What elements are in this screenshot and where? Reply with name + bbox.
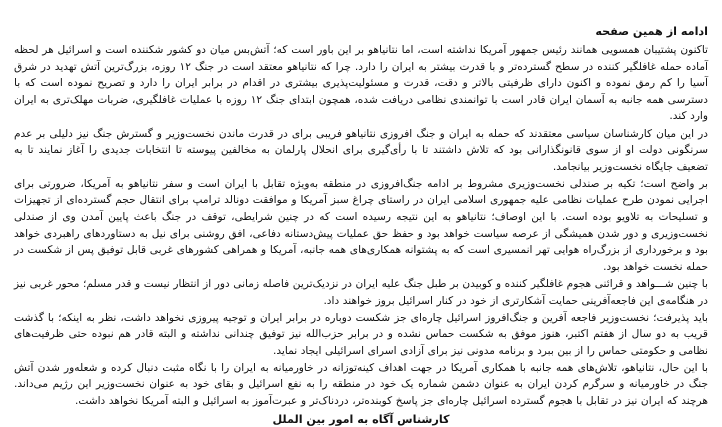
article-paragraph: با چنین شـــواهد و قرائنی هجوم غافلگیر کننده و کوبیدن بر طبل جنگ علیه ایران در نزدیک‌ترین فاصله زمانی دور از انتظار نیست و قدر مسلم؛ محور غربی نیز در هنگامه‌ی این فاجعه‌آفرینی حمایت آشکارتری از خود در کنار اسرائیل بروز خواهند داد.: [14, 277, 708, 307]
article-body: [14, 42, 708, 410]
article-paragraph: بر واضح است؛ تکیه بر صندلی نخست‌وزیری مشروط بر ادامه جنگ‌افروزی در منطقه به‌ویژه تقابل با ایران است و سفر نتانیاهو به آمریکا، ضرورتی برای اجرایی نمودن طرح عملیات نظامی علیه جمهوری اسلامی ایران در راستای چراغ سبز آمریکا و موافقت دونالد ترامپ برای انتقال حجم گسترده‌ای از تجهیزات و تسلیحات به تلاویو بوده است. با این اوصاف؛ نتانیاهو به این نتیجه رسیده است که در چنین شرایطی، توقف در جنگ باعث پایین آمدن وی از صندلی نخست‌وزیری و دور شدن همیشگی از عرصه سیاست خواهد بود و حفظ حق عملیات پیش‌دستانه دفاعی، افق روشنی برای نیل به دستاوردهای راهبردی خواهد بود و برخورداری از بزرگ‌راه هوایی تهر انمسیری است که به پشتوانه همکاری‌های همه جانبه، آمریکا و همراهی کشورهای غربی قابل توفیق پس از شکست در حمله نخست خواهد بود.: [14, 177, 708, 273]
article-paragraph: در این میان کارشناسان سیاسی معتقدند که حمله به ایران و جنگ افروزی نتانیاهو فریبی برای در قدرت ماندن نخست‌وزیر و گسترش جنگ نیز دلیلی بر عدم سرنگونی دولت او از سوی قانونگذارانی بود که تلاش داشتند تا با رأی‌گیری برای انحلال پارلمان به مخالفین پیوسته تا انتخابات جدیدی را آغاز نمایند تا به تضعیف جایگاه نخست‌وزیر بیانجامد.: [14, 127, 708, 173]
article-paragraph: با این حال، نتانیاهو، تلاش‌های همه جانبه با همکاری آمریکا در جهت اهداف کینه‌توزانه در خاورمیانه به ایران را با نگاه مثبت دنبال کرده و شعله‌ور شدن آتش جنگ در خاورمیانه و سرگرم کردن ایران به عنوان دشمن شماره یک خود در منطقه را به نفع اسرائیل و بقای خود به عنوان نخست‌وزیر این رژیم می‌داند. هرچند که ایران نیز در تقابل با هجوم گسترده اسرائیل چاره‌ای جز پاسخ کوبنده‌تر، دردناک‌تر و عبرت‌آموز به اسرائیل و البته آمریکا نخواهد داشت.: [14, 361, 708, 408]
page-headline: ادامه از همین صفحه: [595, 25, 708, 38]
article-byline: کارشناس آگاه به امور بین الملل: [272, 412, 450, 426]
article-paragraph: باید پذیرفت؛ نخست‌وزیر فاجعه آفرین و جنگ‌افروز اسرائیل چاره‌ای جز شکست دوباره در برابر ایران و توجیه پیروزی نخواهد داشت، نظر به اینکه؛ با گذشت قریب به دو سال از هفتم اکتبر، هنوز موفق به شکست حماس نشده و در برابر حزب‌الله نیز توفیق چندانی نداشته و البته قادر هم نبوده حتی ظرفیت‌های نظامی و حکومتی حماس را از بین ببرد و برنامه مدونی نیز برای آزادی اسرای اسرائیلی ایجاد نماید.: [14, 311, 708, 357]
article-paragraph: تاکنون پشتیبان همسویی همانند رئیس جمهور آمریکا نداشته است، اما نتانیاهو بر این باور است که؛ آتش‌بس میان دو کشور شکننده است و اسرائیل هر لحظه آماده حمله غافلگیر کننده در سطح گسترده‌تر و با قدرت بیشتر به ایران را دارد. چرا که نتانیاهو معتقد است در جنگ ۱۲ روزه، بزرگ‌ترین آتش تهدید در شرق آسیا را کم رمق نموده و اکنون دارای ظرفیتی بالاتر و دقت، قدرت و مسئولیت‌پذیری بیشتری در اقدام در برابر ایران را دارد و تصریح نموده است که با دسترسی همه جانبه به آسمان ایران قادر است با توانمندی نظامی دریافت شده، همچون ابتدای جنگ ۱۲ روزه با عملیات غافلگیری، ضربات مهلک‌تری به ایران وارد کند.: [14, 44, 708, 123]
